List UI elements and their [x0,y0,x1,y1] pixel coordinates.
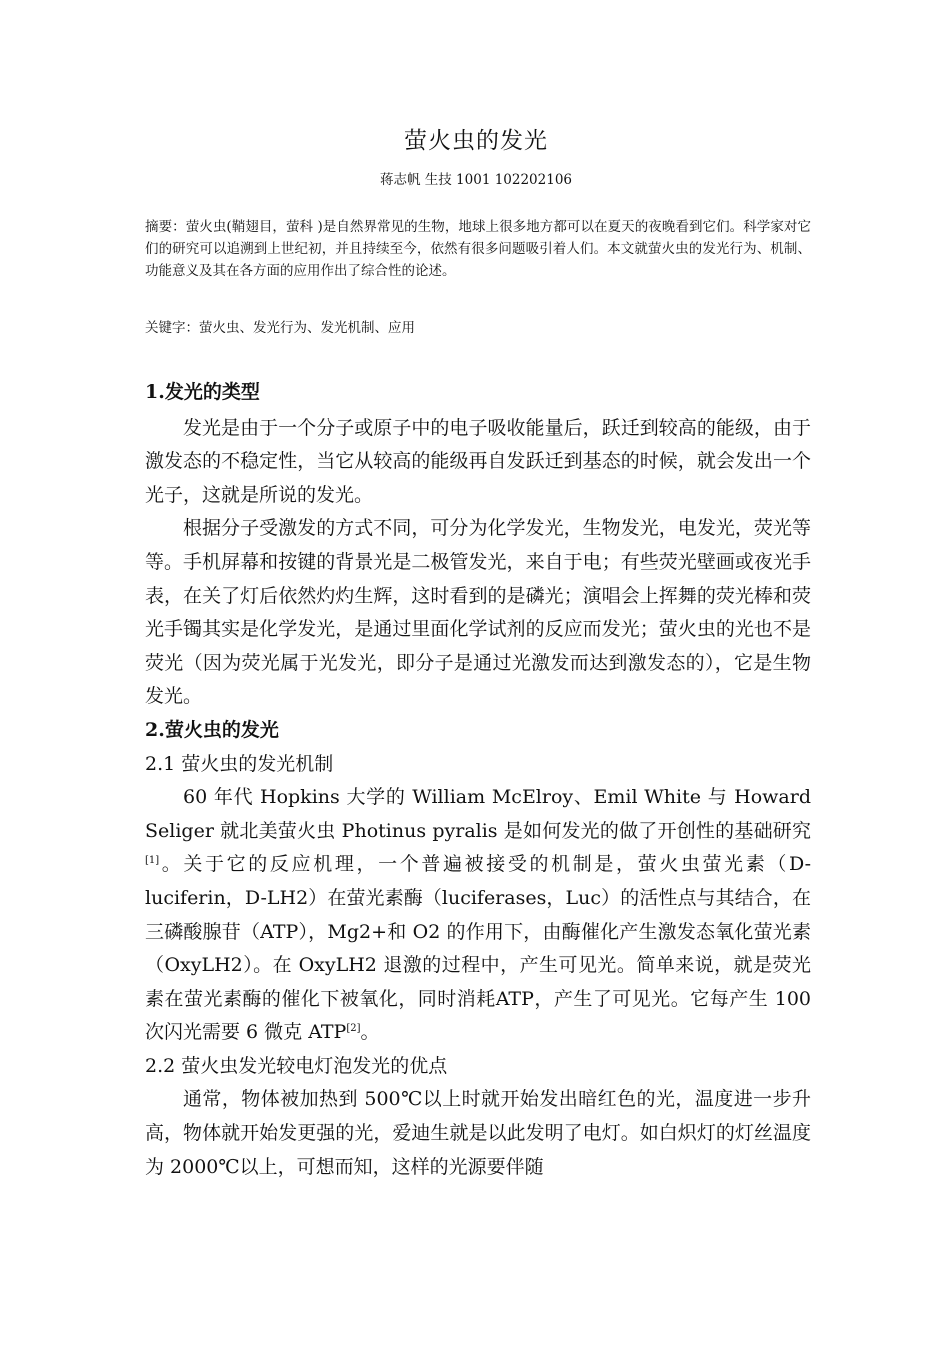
document-title: 萤火虫的发光 [404,128,548,154]
citation-2: [2] [346,1023,361,1035]
keywords: 关键字：萤火虫、发光行为、发光机制、应用 [145,320,415,336]
body-text [145,376,811,1184]
section-1-paragraph-1: 发光是由于一个分子或原子中的电子吸收能量后，跃迁到较高的能级，由于激发态的不稳定性，当它从较高的能级再自发跃迁到基态的时候，就会发出一个光子，这就是所说的发光。 [145,416,811,506]
abstract: 摘要：萤火虫(鞘翅目，萤科 )是自然界常见的生物，地球上很多地方都可以在夏天的夜晚看到它们。科学家对它们的研究可以追溯到上世纪初，并且持续至今，依然有很多问题吸引着人们。本文就萤火虫的发光行为、机制、功能意义及其在各方面的应用作出了综合性的论述。 [145,219,811,279]
subsection-2-2-heading: 2.2 萤火虫发光较电灯泡发光的优点 [145,1054,448,1077]
paragraph-text: 。 [360,1021,380,1044]
section-2-1-paragraph [145,781,811,1050]
section-2-2-paragraph: 通常，物体被加热到 500℃以上时就开始发出暗红色的光，温度进一步升高，物体就开始发更强的光，爱迪生就是以此发明了电灯。如白炽灯的灯丝温度为 2000℃以上，可想而知，这样的光源要伴随 [145,1088,811,1178]
subsection-2-1-heading: 2.1 萤火虫的发光机制 [145,752,334,775]
paragraph-text: 60 年代 Hopkins 大学的 William McElroy、Emil White 与 Howard Seliger 就北美萤火虫 Photinus pyralis 是如何发光的做了开创性的基础研究 [145,786,811,842]
section-2-heading: 2.萤火虫的发光 [145,718,279,741]
author-line: 蒋志帆 生技 1001 102202106 [379,172,573,188]
section-1-heading: 1.发光的类型 [145,381,260,403]
section-1-paragraph-2: 根据分子受激发的方式不同，可分为化学发光，生物发光，电发光，荧光等等。手机屏幕和按键的背景光是二极管发光，来自于电；有些荧光壁画或夜光手表，在关了灯后依然灼灼生辉，这时看到的是磷光；演唱会上挥舞的荧光棒和荧光手镯其实是化学发光，是通过里面化学试剂的反应而发光；萤火虫的光也不是荧光（因为荧光属于光发光，即分子是通过光激发而达到激发态的），它是生物发光。 [145,517,811,708]
citation-1: [1] [145,855,160,867]
paragraph-text: 。关于它的反应机理，一个普遍被接受的机制是，萤火虫萤光素（D-luciferin，D-LH2）在萤光素酶（luciferases，Luc）的活性点与其结合，在三磷酸腺苷（ATP），Mg2+和 O2 的作用下，由酶催化产生激发态氧化萤光素（OxyLH2）。在 OxyLH2 退激的过程中，产生可见光。简单来说，就是荧光素在萤光素酶的催化下被氧化，同时消耗ATP，产生了可见光。它每产生 100 次闪光需要 6 微克 ATP [145,853,811,1044]
